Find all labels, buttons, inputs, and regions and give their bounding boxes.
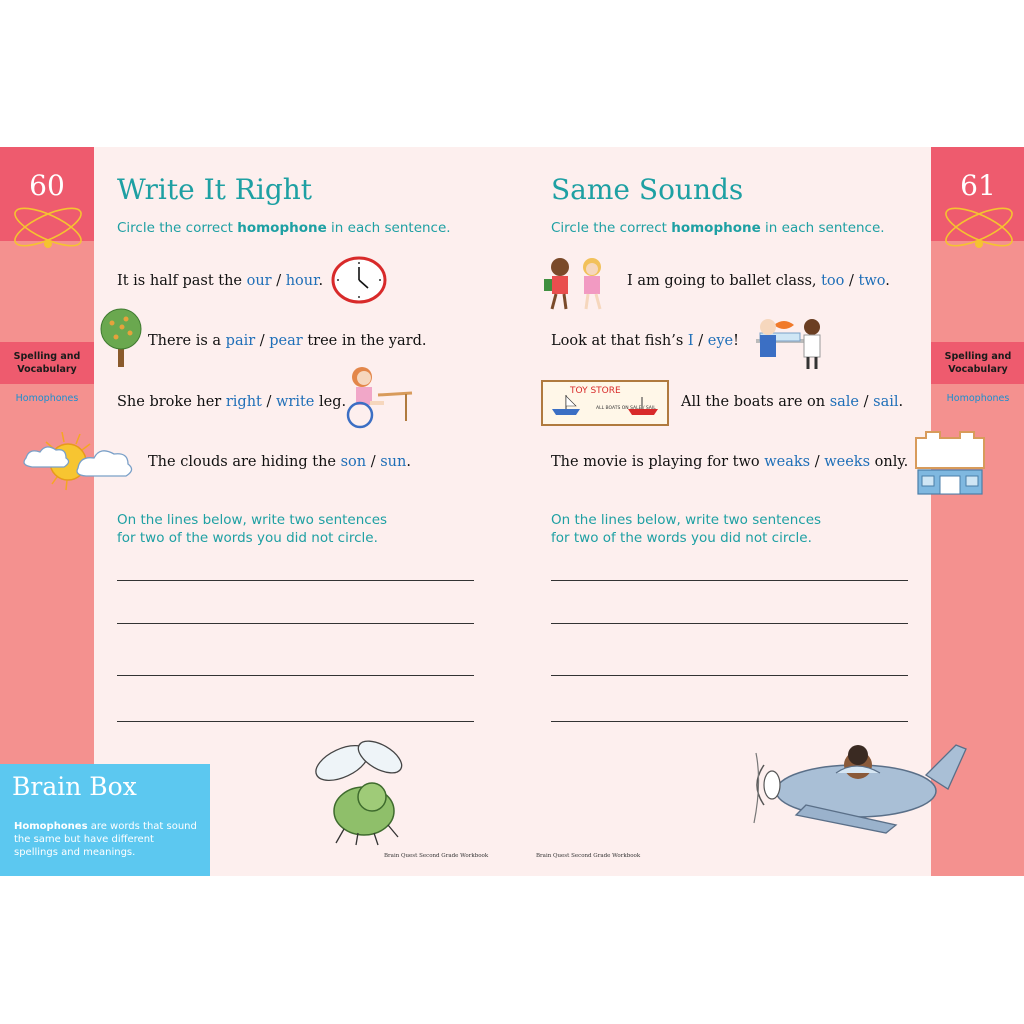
option-word[interactable]: too [821,273,845,289]
sentence-4: The clouds are hiding the son / sun. [148,454,411,470]
option-word[interactable]: two [858,273,886,289]
brain-box-title: Brain Box [12,772,137,801]
writing-line[interactable] [551,675,908,676]
instruction: Circle the correct homophone in each sentence. [551,220,885,236]
page-number: 60 [29,169,65,202]
page-number: 61 [960,169,996,202]
toy-store-sign-text: TOY STORE [570,386,621,396]
sentence-2: Look at that fish’s I / eye! [551,333,739,349]
option-word[interactable]: write [275,394,315,410]
page-title: Write It Right [117,173,313,206]
clock-icon [330,255,388,305]
option-word[interactable]: right [225,394,262,410]
writing-prompt: On the lines below, write two sentences for two of the words you did not circle. [551,512,822,546]
writing-prompt: On the lines below, write two sentences for two of the words you did not circle. [117,512,388,546]
option-word[interactable]: pear [269,333,303,349]
writing-line[interactable] [551,721,908,722]
atom-icon [939,187,1019,267]
footer: Brain Quest Second Grade Workbook [536,853,641,859]
workbook-spread [0,147,1024,876]
option-word[interactable]: sale [829,394,860,410]
sentence-3: All the boats are on sale / sail. [681,394,904,410]
brain-box [0,764,210,876]
fly-icon [310,735,420,847]
movie-theater-icon [912,428,988,498]
option-word[interactable]: hour [285,273,319,289]
sentence-1: It is half past the our / hour. [117,273,324,289]
left-sidebar [0,147,197,876]
toy-store-sign-icon [540,379,670,427]
option-word[interactable]: son [340,454,367,470]
sun-clouds-icon [22,432,137,492]
writing-line[interactable] [117,623,474,624]
sentence-2: There is a pair / pear tree in the yard. [148,333,427,349]
option-word[interactable]: pair [225,333,256,349]
sentence-4: The movie is playing for two weaks / weeks only. [551,454,909,470]
brain-box-text: Homophones are words that sound the same but have different spellings and meanings. [14,821,197,858]
option-word[interactable]: our [246,273,272,289]
ballet-girls-icon [540,255,620,311]
pear-tree-icon [98,307,144,369]
topic-label: Homophones [15,393,79,404]
kids-fish-icon [750,313,830,369]
writing-line[interactable] [551,580,908,581]
option-word[interactable]: weaks [764,454,811,470]
option-word[interactable]: eye [707,333,734,349]
sentence-3: She broke her right / write leg. [117,394,347,410]
writing-line[interactable] [117,721,474,722]
footer: Brain Quest Second Grade Workbook [384,853,489,859]
girl-wheelchair-icon [342,363,414,429]
atom-icon [8,187,88,267]
topic-label: Homophones [946,393,1010,404]
option-word[interactable]: weeks [824,454,871,470]
toy-store-sign-small-text: ALL BOATS ON SALE / SAIL [596,406,656,411]
section-tag: Spelling and Vocabulary [0,342,94,384]
writing-line[interactable] [117,580,474,581]
writing-line[interactable] [551,623,908,624]
sentence-1: I am going to ballet class, too / two. [627,273,890,289]
option-word[interactable]: sun [380,454,407,470]
writing-line[interactable] [117,675,474,676]
section-tag: Spelling and Vocabulary [931,342,1024,384]
option-word[interactable]: I [687,333,694,349]
page-title: Same Sounds [551,173,744,206]
airplane-icon [746,735,972,839]
instruction: Circle the correct homophone in each sentence. [117,220,451,236]
option-word[interactable]: sail [873,394,899,410]
